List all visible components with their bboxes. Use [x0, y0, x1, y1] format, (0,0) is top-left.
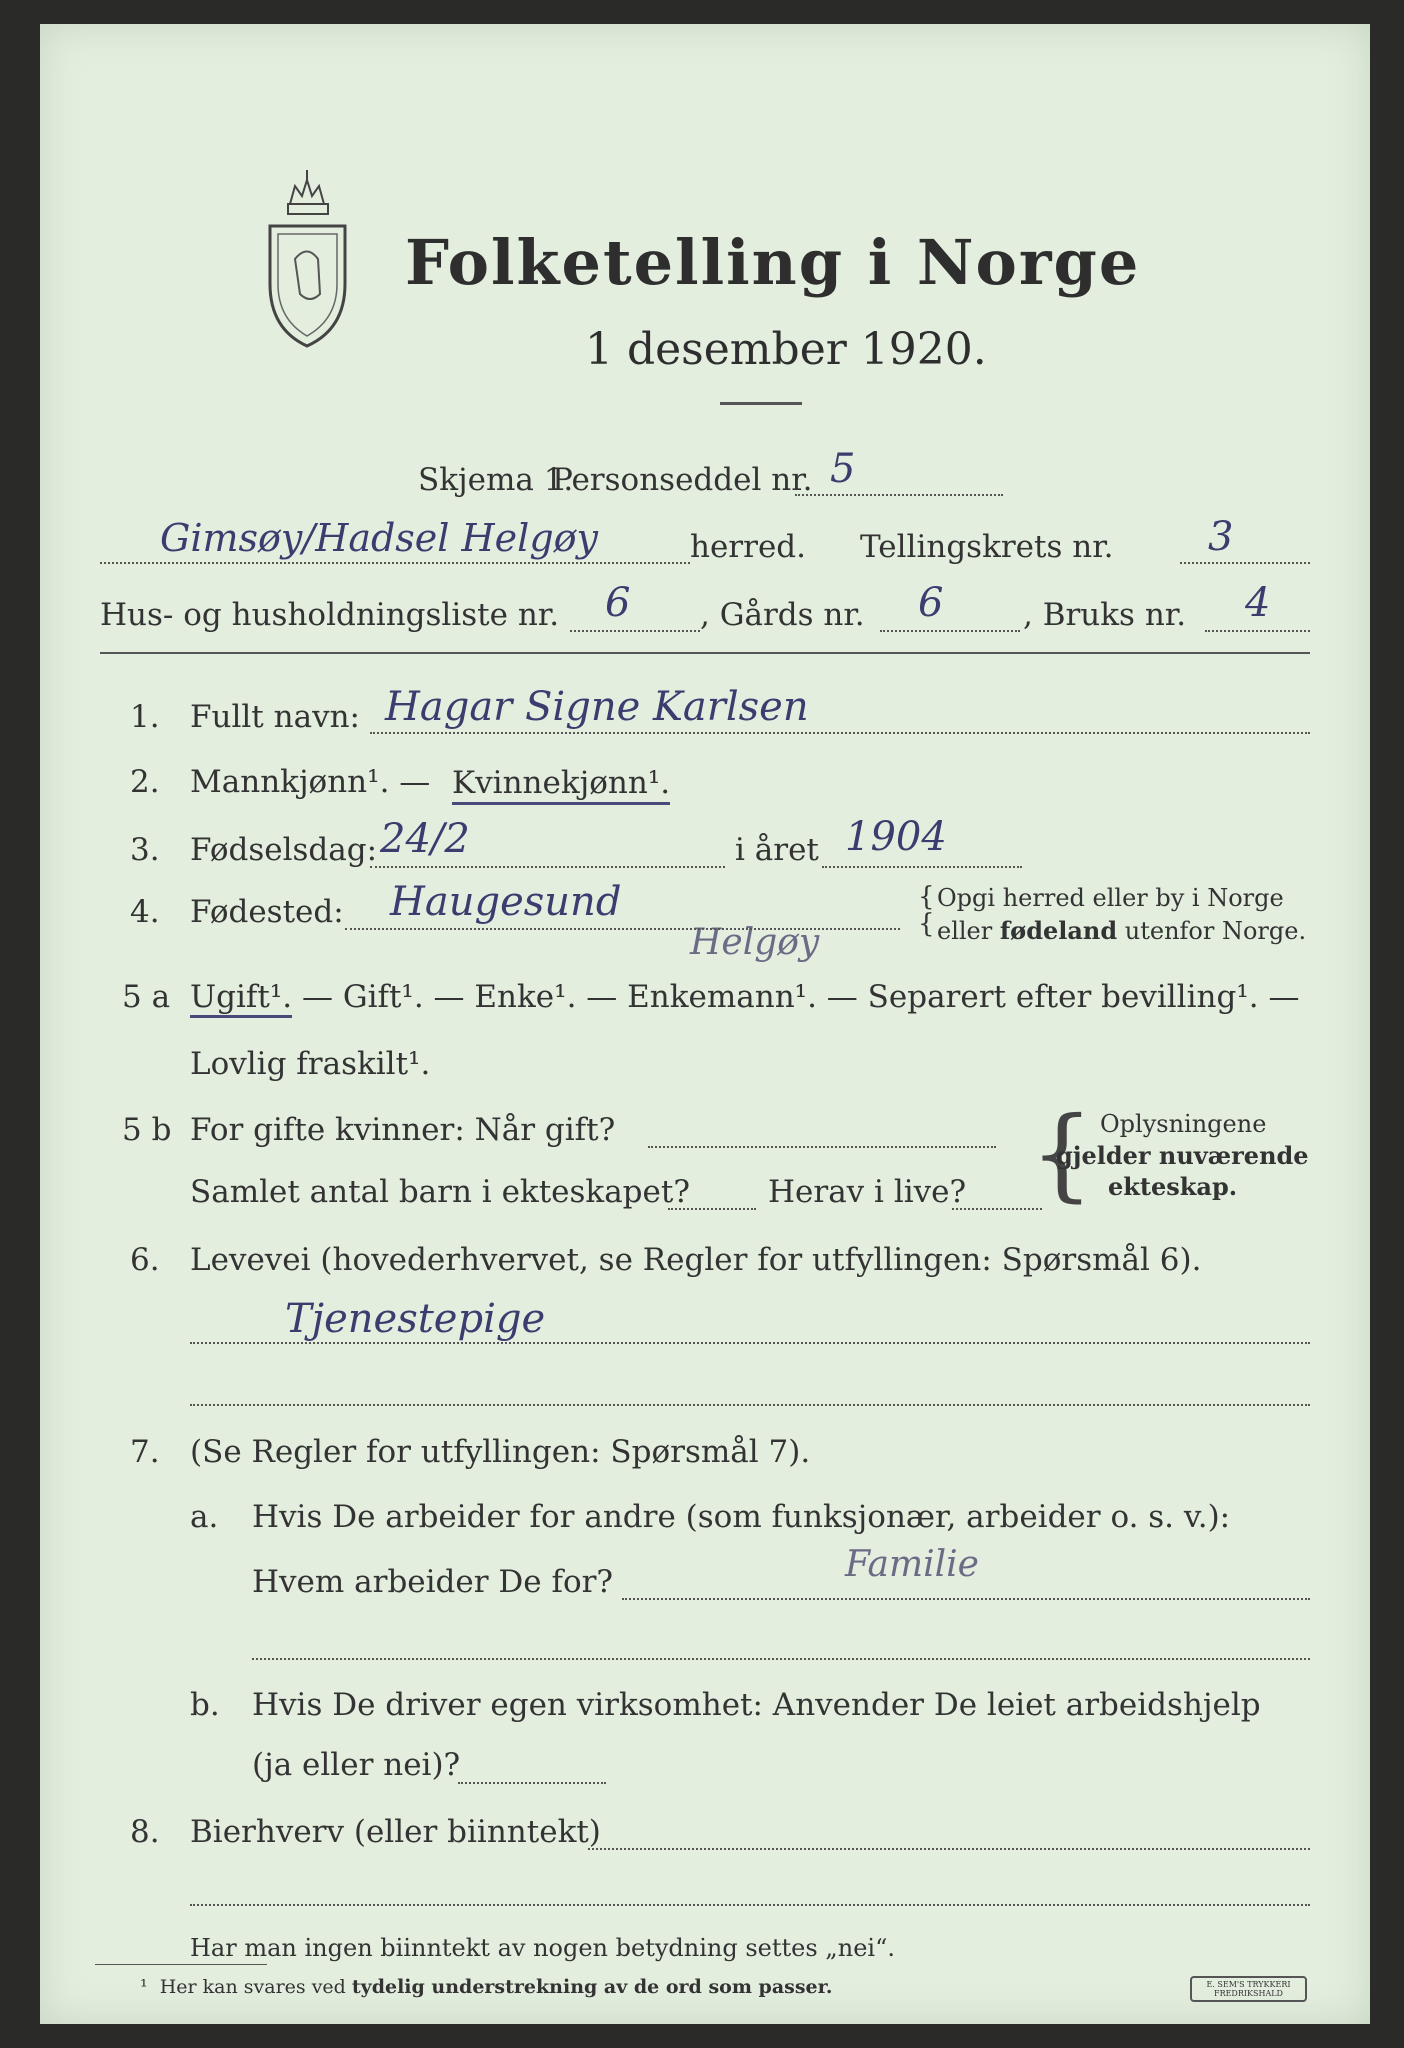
q5b-note-line1: Oplysningene — [1100, 1110, 1267, 1138]
form-date: 1 desember 1920. — [585, 324, 987, 375]
skjema-label: Skjema 1. — [418, 462, 574, 498]
q6-number: 6. — [130, 1242, 160, 1278]
q2-label-male: Mannkjønn¹. — — [190, 764, 431, 800]
q3-year-label: i året — [735, 832, 819, 868]
q5a-option-ugift-underlined: Ugift¹. — [190, 979, 292, 1018]
q4-label: Fødested: — [190, 894, 344, 930]
q8-label: Bierhverv (eller biinntekt) — [190, 1814, 601, 1850]
q5b-note-brace: { — [1030, 1095, 1094, 1212]
hus-line — [570, 630, 700, 632]
q5a-option-rest: — Gift¹. — Enke¹. — Enkemann¹. — Separert efter bevilling¹. — — [292, 979, 1300, 1015]
footnote-separator — [95, 1964, 267, 1965]
q7-number: 7. — [130, 1434, 160, 1470]
footnote — [140, 1976, 833, 1998]
tellingskrets-label: Tellingskrets nr. — [860, 529, 1114, 565]
gards-value: 6 — [918, 580, 944, 626]
q7b-letter: b. — [190, 1687, 220, 1723]
q4-birthplace-value: Haugesund — [390, 879, 622, 925]
q3-day-value: 24/2 — [380, 816, 470, 862]
q7a-line-1 — [622, 1598, 1310, 1600]
q3-day-line — [370, 866, 725, 868]
q7a-question: Hvem arbeider De for? — [252, 1564, 614, 1600]
q8-line-2 — [190, 1904, 1310, 1906]
q4-note-line2a: eller — [937, 917, 1000, 945]
herred-line — [100, 562, 690, 564]
hus-value: 6 — [605, 580, 631, 626]
q2-label-female-underlined: Kvinnekjønn¹. — [452, 764, 670, 805]
q2-number: 2. — [130, 764, 160, 800]
census-form-sheet — [40, 24, 1370, 2024]
title-divider — [720, 402, 802, 405]
header-separator — [100, 652, 1310, 654]
q5b-children-line — [668, 1208, 756, 1210]
q7a-text: Hvis De arbeider for andre (som funksjonær, arbeider o. s. v.): — [252, 1499, 1231, 1535]
footer-note: Har man ingen biinntekt av nogen betydning settes „nei“. — [190, 1934, 895, 1962]
q4-note-brace-2: { — [918, 909, 935, 939]
q5b-number: 5 b — [122, 1112, 172, 1148]
gards-line — [880, 630, 1020, 632]
q5b-note-line2: gjelder nuværende — [1056, 1141, 1309, 1170]
q5b-label-alive: Herav i live? — [768, 1174, 967, 1210]
q8-line-1 — [588, 1848, 1310, 1850]
q4-number: 4. — [130, 894, 160, 930]
q5a-line2: Lovlig fraskilt¹. — [190, 1046, 431, 1082]
q1-label: Fullt navn: — [190, 699, 360, 735]
personseddel-value: 5 — [830, 446, 856, 492]
q4-birthplace-value-2: Helgøy — [690, 922, 820, 963]
q6-line-1 — [190, 1342, 1310, 1344]
printer-stamp: E. SEM'S TRYKKERI FREDRIKSHALD — [1190, 1976, 1307, 2002]
q7a-letter: a. — [190, 1499, 219, 1535]
q5a-options — [190, 979, 1299, 1015]
bruks-label: , Bruks nr. — [1023, 597, 1187, 633]
q7b-line — [458, 1782, 606, 1784]
gards-label: , Gårds nr. — [700, 597, 865, 633]
bruks-line — [1205, 630, 1310, 632]
q6-label: Levevei (hovederhvervet, se Regler for utfyllingen: Spørsmål 6). — [190, 1242, 1202, 1278]
q5b-label-children: Samlet antal barn i ekteskapet? — [190, 1174, 690, 1210]
q3-label: Fødselsdag: — [190, 832, 378, 868]
bruks-value: 4 — [1245, 580, 1271, 626]
herred-value: Gimsøy/Hadsel Helgøy — [160, 516, 598, 560]
q6-line-2 — [190, 1404, 1310, 1406]
q7a-employer-value: Familie — [845, 1544, 979, 1585]
q4-note-line2c: utenfor Norge. — [1117, 917, 1307, 945]
q4-note-brace: { — [918, 882, 935, 912]
q4-note-line2b: fødeland — [999, 916, 1118, 945]
footnote-text-b: tydelig understrekning av de ord som passer. — [351, 1976, 833, 1998]
q6-occupation-value: Tjenestepige — [285, 1296, 546, 1342]
q7b-question: (ja eller nei)? — [252, 1747, 461, 1783]
form-title: Folketelling i Norge — [405, 226, 1141, 299]
tellingskrets-line — [1180, 562, 1310, 564]
q5b-note-line3: ekteskap. — [1108, 1172, 1238, 1201]
herred-label: herred. — [690, 529, 806, 565]
personseddel-line — [795, 494, 1003, 496]
footnote-number: ¹ — [140, 1976, 148, 1998]
q7a-line-2 — [252, 1658, 1310, 1660]
hus-label: Hus- og husholdningsliste nr. — [100, 597, 560, 633]
q4-note-line1: Opgi herred eller by i Norge — [937, 884, 1284, 912]
q5b-label-married: For gifte kvinner: Når gift? — [190, 1112, 616, 1148]
tellingskrets-value: 3 — [1208, 514, 1234, 560]
q7-label: (Se Regler for utfyllingen: Spørsmål 7). — [190, 1434, 811, 1470]
q7b-text: Hvis De driver egen virksomhet: Anvender De leiet arbeidshjelp — [252, 1687, 1261, 1723]
q4-note-line2 — [937, 916, 1306, 945]
q8-number: 8. — [130, 1814, 160, 1850]
q1-number: 1. — [130, 699, 160, 735]
q3-year-line — [822, 866, 1022, 868]
coat-of-arms-icon — [260, 164, 355, 354]
q1-full-name-value: Hagar Signe Karlsen — [385, 684, 809, 730]
footnote-text-a: Her kan svares ved — [159, 1976, 352, 1998]
q5a-number: 5 a — [122, 979, 171, 1015]
q3-year-value: 1904 — [845, 814, 947, 860]
q1-line — [370, 732, 1310, 734]
q5b-married-line — [648, 1146, 996, 1148]
personseddel-label: Personseddel nr. — [552, 462, 813, 498]
q4-line — [345, 928, 900, 930]
q5b-alive-line — [952, 1208, 1042, 1210]
q3-number: 3. — [130, 832, 160, 868]
